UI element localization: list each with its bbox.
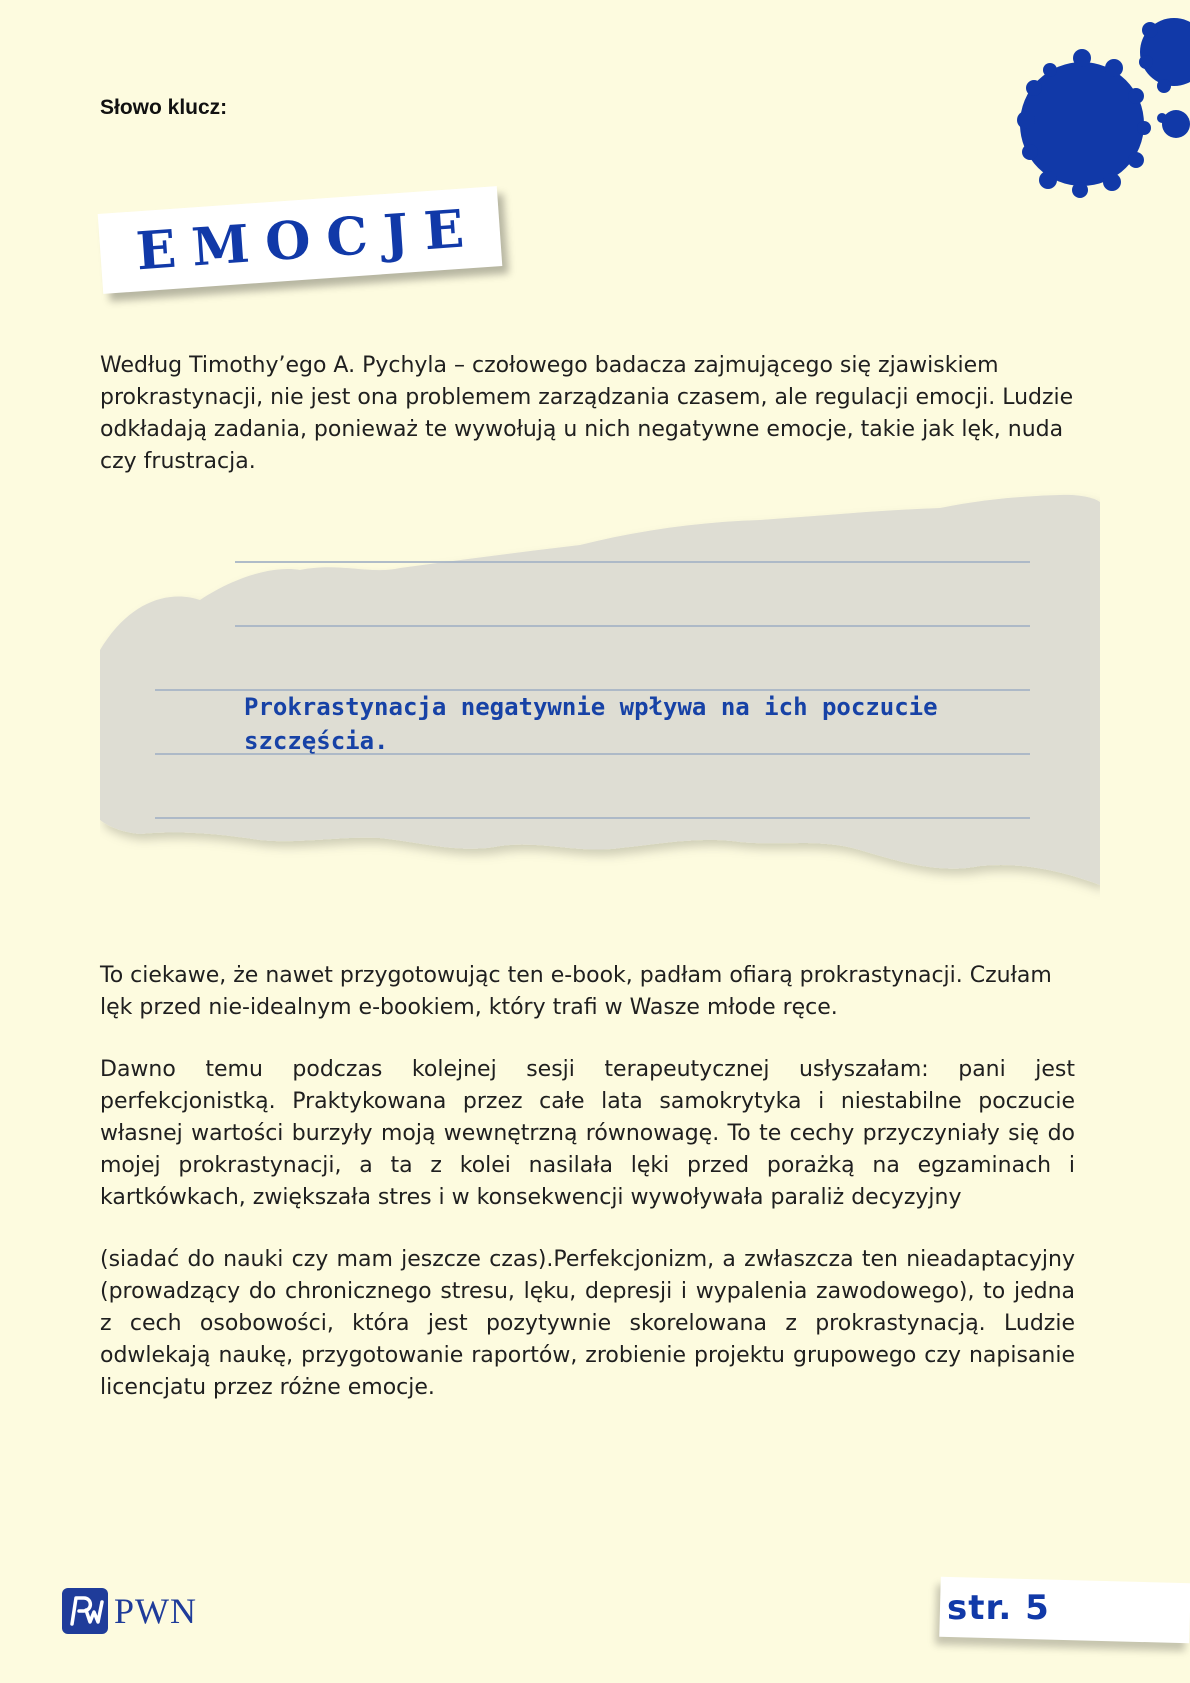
pwn-logo-icon: [62, 1588, 108, 1634]
paragraph-2: Dawno temu podczas kolejnej sesji terapeutycznej usłyszałam: pani jest perfekcjonistką. Praktykowana przez całe lata samokrytyka i niestabilne poczucie własnej wartości burzyły moją wewnętrzną równowagę. To te cechy przyczyniały się do mojej prokrastynacji, a ta z kolei nasilała lęki przed porażką na egzaminach i kartkówkach, zwiększała stres i w konsekwencji wywoływała paraliż decyzyjny: [100, 1057, 1075, 1210]
title-text: EMOCJE: [134, 197, 482, 282]
paragraph-1: To ciekawe, że nawet przygotowując ten e-book, padłam ofiarą prokrastynacji. Czułam lęk przed nie-idealnym e-bookiem, który trafi w Wasze młode ręce.: [100, 963, 1052, 1020]
keyword-label: Słowo klucz:: [100, 96, 228, 119]
ink-blots-icon: [990, 0, 1190, 220]
logo-text: PWN: [114, 1591, 197, 1631]
intro-paragraph: Według Timothy’ego A. Pychyla – czołowego badacza zajmującego się zjawiskiem prokrastynacji, nie jest ona problemem zarządzania czasem, ale regulacji emocji. Ludzie odkładają zadania, ponieważ te wywołują u nich negatywne emocje, takie jak lęk, nuda czy frustracja.: [100, 353, 1074, 474]
pwn-logo: [62, 1588, 197, 1634]
page-number: str. 5: [947, 1588, 1050, 1628]
paragraph-3: (siadać do nauki czy mam jeszcze czas).Perfekcjonizm, a zwłaszcza ten nieadaptacyjny (prowadzący do chronicznego stresu, lęku, depresji i wypalenia zawodowego), to jedna z cech osobowości, która jest pozytywnie skorelowana z prokrastynacją. Ludzie odwlekają naukę, przygotowanie raportów, zrobienie projektu grupowego czy napisanie licencjatu przez różne emocje.: [100, 1247, 1075, 1400]
title-card: [98, 186, 503, 294]
note-quote: Prokrastynacja negatywnie wpływa na ich poczucie szczęścia.: [244, 693, 938, 755]
